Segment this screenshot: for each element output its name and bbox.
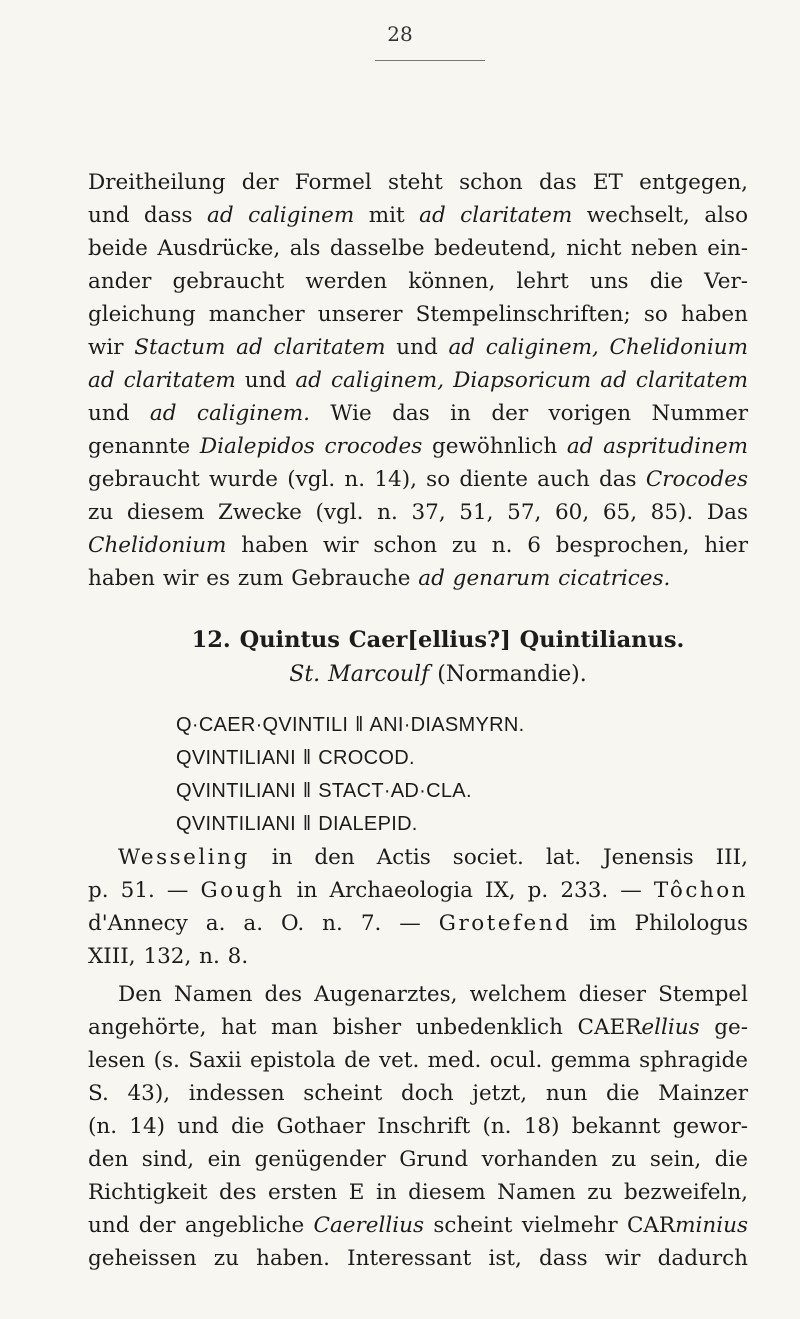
para2-line-1: Den Namen des Augenarztes, welchem dieser Stempel <box>118 982 748 1007</box>
refs-line-4: XIII, 132, n. 8. <box>88 944 249 969</box>
para1-line-5: gleichung mancher unserer Stempelinschriften; so haben <box>88 302 748 327</box>
para1-line-10: gebraucht wurde (vgl. n. 14), so diente auch das Crocodes <box>88 467 748 492</box>
para1-line-2: und dass ad caliginem mit ad claritatem wechselt, also <box>88 203 749 228</box>
inscription-line-1: Q·CAER·QVINTILI ‖ ANI·DIASMYRN. <box>176 714 525 736</box>
para2-line-2: angehörte, hat man bisher unbedenklich CAERellius ge- <box>88 1015 748 1040</box>
para1-line-7: ad claritatem und ad caliginem, Diapsoricum ad claritatem <box>88 368 748 393</box>
para1-line-13: haben wir es zum Gebrauche ad genarum cicatrices. <box>88 566 671 591</box>
para2-line-5: (n. 14) und die Gothaer Inschrift (n. 18) bekannt gewor- <box>88 1114 748 1139</box>
para1-line-11: zu diesem Zwecke (vgl. n. 37, 51, 57, 60, 65, 85). Das <box>88 500 748 525</box>
para1-line-6: wir Stactum ad claritatem und ad caliginem, Chelidonium <box>88 335 748 360</box>
para1-line-4: ander gebraucht werden können, lehrt uns die Ver- <box>88 269 748 294</box>
refs-line-1: Wesseling in den Actis societ. lat. Jenensis III, <box>118 845 748 870</box>
inscription-line-4: QVINTILIANI ‖ DIALEPID. <box>176 813 418 835</box>
refs-line-2: p. 51. — Gough in Archaeologia IX, p. 233. — Tôchon <box>88 878 748 903</box>
findspot <box>88 660 788 689</box>
page-number: 28 <box>387 22 413 46</box>
para2-line-7: Richtigkeit des ersten E in diesem Namen zu bezweifeln, <box>88 1180 748 1205</box>
para1-line-12: Chelidonium haben wir schon zu n. 6 besprochen, hier <box>88 533 748 558</box>
findspot-region: (Normandie). <box>437 662 587 687</box>
para1-line-8: und ad caliginem. Wie das in der vorigen Nummer <box>88 401 748 426</box>
para2-line-8: und der angebliche Caerellius scheint vielmehr CARminius <box>88 1213 748 1238</box>
inscription-line-2: QVINTILIANI ‖ CROCOD. <box>176 747 415 769</box>
para1-line-1: Dreitheilung der Formel steht schon das ET entgegen, <box>88 170 748 195</box>
para2-line-3: lesen (s. Saxii epistola de vet. med. ocul. gemma sphragide <box>88 1048 748 1073</box>
para2-line-6: den sind, ein genügender Grund vorhanden zu sein, die <box>88 1147 748 1172</box>
para2-line-9: geheissen zu haben. Interessant ist, dass wir dadurch <box>88 1246 748 1271</box>
header-rule <box>375 60 485 61</box>
inscription-line-3: QVINTILIANI ‖ STACT·AD·CLA. <box>176 780 472 802</box>
para2-line-4: S. 43), indessen scheint doch jetzt, nun die Mainzer <box>88 1081 748 1106</box>
section-heading: 12. Quintus Caer[ellius?] Quintilianus. <box>191 627 685 653</box>
para1-line-9: genannte Dialepidos crocodes gewöhnlich ad aspritudinem <box>88 434 748 459</box>
refs-line-3: d'Annecy a. a. O. n. 7. — Grotefend im Philologus <box>88 911 748 936</box>
para1-line-3: beide Ausdrücke, als dasselbe bedeutend, nicht neben ein- <box>88 236 748 261</box>
findspot-place: St. Marcoulf <box>289 662 430 687</box>
